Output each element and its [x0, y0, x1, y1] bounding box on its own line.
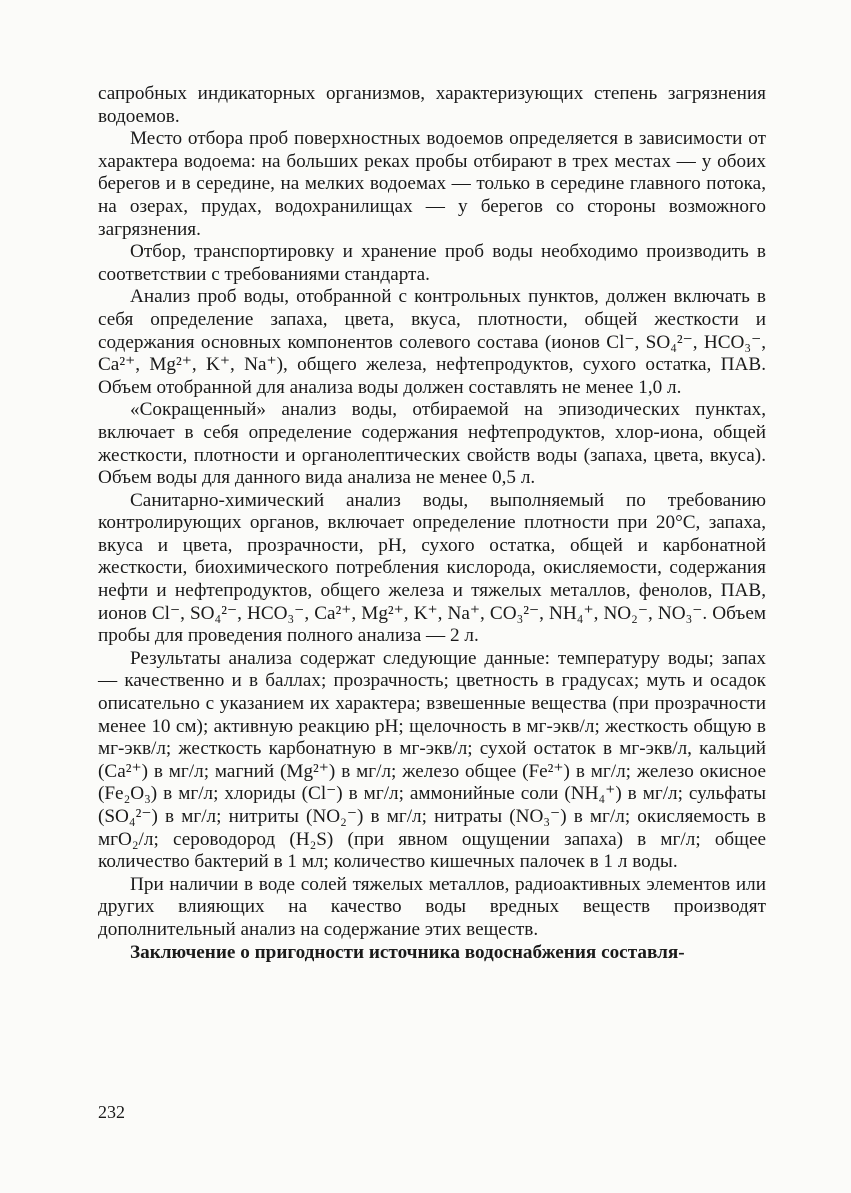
paragraph-sampling-location: Место отбора проб поверхностных водоемов определяется в зависимости от характера водоема: на больших реках пробы отбирают в трех местах — у обоих берегов и в середине, на мелких водоемах — только в середине главного потока, на озерах, прудах, водохранилищах — у берегов со стороны возможного загрязнения. — [98, 128, 766, 240]
paragraph-short-analysis: «Сокращенный» анализ воды, отбираемой на эпизодических пунктах, включает в себя определение содержания нефтепродуктов, хлор-иона, общей жесткости, плотности и органолептических свойств воды (запаха, цвета, вкуса). Объем воды для данного вида анализа не менее 0,5 л. — [98, 399, 766, 489]
paragraph-heavy-metals: При наличии в воде солей тяжелых металлов, радиоактивных элементов или других влияющих на качество воды вредных веществ производят дополнительный анализ на содержание этих веществ. — [98, 873, 766, 940]
paragraph-sanitary-analysis: Санитарно-химический анализ воды, выполняемый по требованию контролирующих органов, включает определение плотности при 20°С, запаха, вкуса и цвета, прозрачности, pH, сухого остатка, общей и карбонатной жесткости, биохимического потребления кислорода, окисляемости, содержания нефти и нефтепродуктов, общего железа и тяжелых металлов, фенолов, ПАВ, ионов Cl⁻, SO₄²⁻, HCO₃⁻, Ca²⁺, Mg²⁺, K⁺, Na⁺, CO₃²⁻, NH₄⁺, NO₂⁻, NO₃⁻. Объем пробы для проведения полного анализа — 2 л. — [98, 489, 766, 647]
paragraph-analysis-results: Результаты анализа содержат следующие данные: температуру воды; запах — качественно и в баллах; прозрачность; цветность в градусах; муть и осадок описательно с указанием их характера; взвешенные вещества (при прозрачности менее 10 см); активную реакцию pH; щелочность в мг-экв/л; жесткость общую в мг-экв/л; жесткость карбонатную в мг-экв/л; сухой остаток в мг-экв/л, кальций (Ca²⁺) в мг/л; магний (Mg²⁺) в мг/л; железо общее (Fe²⁺) в мг/л; железо окисное (Fe₂O₃) в мг/л; хлориды (Cl⁻) в мг/л; аммонийные соли (NH₄⁺) в мг/л; сульфаты (SO₄²⁻) в мг/л; нитриты (NO₂⁻) в мг/л; нитраты (NO₃⁻) в мг/л; окисляемость в мгО₂/л; сероводород (H₂S) (при явном ощущении запаха) в мг/л; общее количество бактерий в 1 мл; количество кишечных палочек в 1 л воды. — [98, 647, 766, 873]
paragraph-control-analysis: Анализ проб воды, отобранной с контрольных пунктов, должен включать в себя определение запаха, цвета, вкуса, плотности, общей жесткости и содержания основных компонентов солевого состава (ионов Cl⁻, SO₄²⁻, HCO₃⁻, Ca²⁺, Mg²⁺, K⁺, Na⁺), общего железа, нефтепродуктов, сухого остатка, ПАВ. Объем отобранной для анализа воды должен составлять не менее 1,0 л. — [98, 286, 766, 398]
paragraph-sampling-standard: Отбор, транспортировку и хранение проб воды необходимо производить в соответствии с требованиями стандарта. — [98, 241, 766, 285]
page-number: 232 — [98, 1102, 125, 1122]
paragraph-continuation: сапробных индикаторных организмов, характеризующих степень загрязнения водоемов. — [98, 83, 766, 127]
page-text — [98, 83, 766, 964]
paragraph-conclusion-heading: Заключение о пригодности источника водоснабжения составля- — [130, 941, 685, 963]
